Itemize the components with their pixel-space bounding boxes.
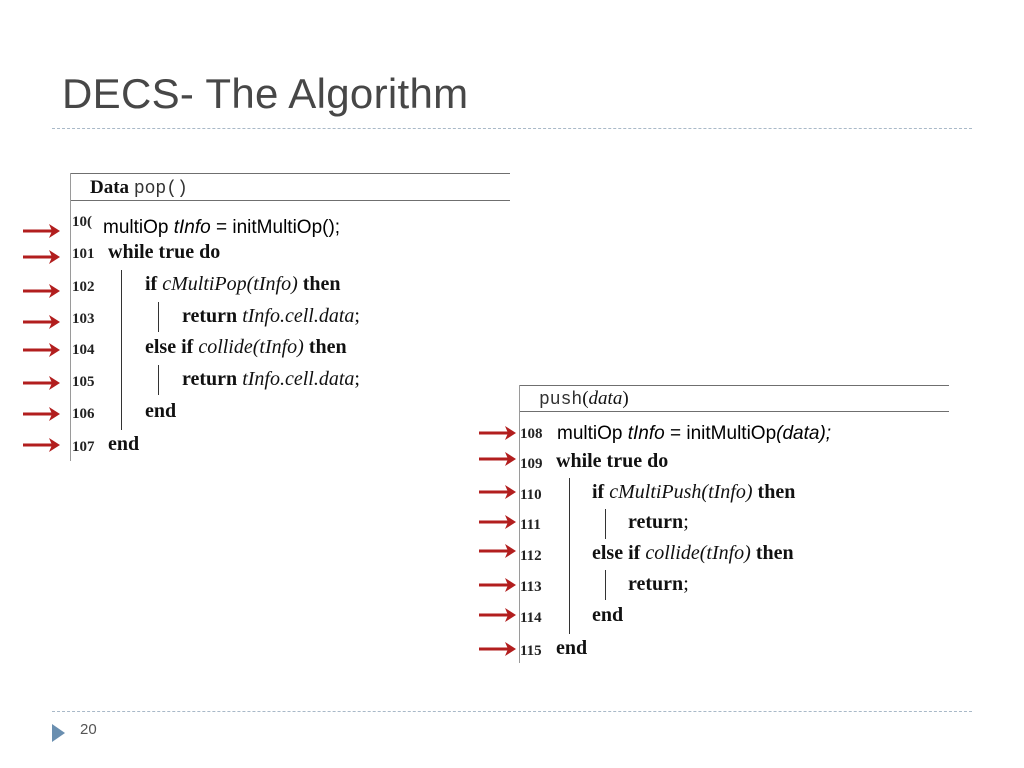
code-text: ; xyxy=(354,305,360,327)
indent-guide xyxy=(158,365,159,395)
indent-guide xyxy=(605,570,606,600)
indent-guide xyxy=(569,478,570,634)
push-header-arg: data xyxy=(588,388,623,409)
code-line-113 xyxy=(628,573,689,596)
code-keyword: while true do xyxy=(556,450,669,472)
push-header-function: push xyxy=(539,390,583,410)
code-line-109 xyxy=(556,450,668,473)
code-line-107 xyxy=(108,433,139,456)
code-text: ; xyxy=(683,511,689,533)
code-line-103 xyxy=(182,305,360,328)
indent-guide xyxy=(158,302,159,332)
line-number: 106 xyxy=(72,406,95,422)
pop-panel-left-border xyxy=(70,173,71,461)
slide-title: DECS- The Algorithm xyxy=(62,70,469,117)
line-number: 103 xyxy=(72,311,95,327)
line-number: 108 xyxy=(520,426,543,442)
code-line-110 xyxy=(592,481,795,504)
push-header xyxy=(539,388,629,410)
code-line-112 xyxy=(592,542,794,565)
code-italic: tInfo xyxy=(627,423,665,444)
code-text: ; xyxy=(683,573,689,595)
code-keyword: end xyxy=(556,637,588,659)
footer-divider xyxy=(52,711,972,712)
title-divider xyxy=(52,128,972,129)
line-number: 113 xyxy=(520,579,542,595)
right-arrow-icon xyxy=(478,513,518,531)
pop-header xyxy=(90,177,188,199)
code-italic: tInfo.cell.data xyxy=(242,368,355,390)
pop-header-keyword: Data xyxy=(90,177,130,198)
code-keyword: then xyxy=(752,481,796,503)
code-text: multiOp xyxy=(103,217,174,238)
code-keyword: return xyxy=(628,511,684,533)
code-line-105 xyxy=(182,368,360,391)
line-number: 107 xyxy=(72,439,95,455)
line-number: 109 xyxy=(520,456,543,472)
code-keyword: if xyxy=(145,273,163,295)
triangle-bullet-icon xyxy=(52,724,65,742)
right-arrow-icon xyxy=(478,450,518,468)
line-number: 114 xyxy=(520,610,542,626)
right-arrow-icon xyxy=(22,222,62,240)
line-number: 10( xyxy=(72,214,92,230)
code-line-102 xyxy=(145,273,341,296)
indent-guide xyxy=(605,509,606,539)
code-line-100 xyxy=(103,217,340,239)
right-arrow-icon xyxy=(22,436,62,454)
right-arrow-icon xyxy=(478,576,518,594)
code-keyword: return xyxy=(182,305,243,327)
code-italic: (data); xyxy=(776,423,832,444)
code-keyword: end xyxy=(592,604,624,626)
line-number: 105 xyxy=(72,374,95,390)
push-header-paren: ) xyxy=(622,388,629,409)
code-line-114 xyxy=(592,604,623,627)
code-italic: tInfo.cell.data xyxy=(242,305,355,327)
line-number: 102 xyxy=(72,279,95,295)
code-line-111 xyxy=(628,511,689,534)
line-number: 104 xyxy=(72,342,95,358)
right-arrow-icon xyxy=(478,483,518,501)
code-line-104 xyxy=(145,336,347,359)
right-arrow-icon xyxy=(22,341,62,359)
code-keyword: return xyxy=(182,368,243,390)
code-keyword: while true do xyxy=(108,241,221,263)
code-text: = initMultiOp xyxy=(664,423,777,444)
line-number: 110 xyxy=(520,487,542,503)
code-keyword: end xyxy=(145,400,177,422)
line-number: 101 xyxy=(72,246,95,262)
right-arrow-icon xyxy=(22,313,62,331)
code-keyword: end xyxy=(108,433,140,455)
code-keyword: then xyxy=(303,336,347,358)
right-arrow-icon xyxy=(478,606,518,624)
code-keyword: then xyxy=(297,273,341,295)
code-line-108 xyxy=(557,423,831,445)
right-arrow-icon xyxy=(22,405,62,423)
right-arrow-icon xyxy=(22,248,62,266)
push-header-top-rule xyxy=(519,385,949,386)
code-keyword: return xyxy=(628,573,684,595)
page-number: 20 xyxy=(80,721,97,738)
code-text: ; xyxy=(354,368,360,390)
code-text: = initMultiOp(); xyxy=(210,217,341,238)
code-italic: collide(tInfo) xyxy=(198,336,304,358)
code-keyword: else if xyxy=(145,336,199,358)
push-header-bottom-rule xyxy=(519,411,949,412)
code-line-106 xyxy=(145,400,176,423)
code-keyword: then xyxy=(750,542,794,564)
right-arrow-icon xyxy=(22,374,62,392)
code-keyword: else if xyxy=(592,542,646,564)
pop-header-bottom-rule xyxy=(70,200,510,201)
push-header-paren: ( xyxy=(582,388,589,409)
code-italic: cMultiPush(tInfo) xyxy=(609,481,753,503)
pop-header-function: pop() xyxy=(133,179,188,199)
code-italic: collide(tInfo) xyxy=(645,542,751,564)
code-line-115 xyxy=(556,637,587,660)
code-keyword: if xyxy=(592,481,610,503)
code-italic: cMultiPop(tInfo) xyxy=(162,273,298,295)
right-arrow-icon xyxy=(478,424,518,442)
right-arrow-icon xyxy=(478,542,518,560)
pop-header-top-rule xyxy=(70,173,510,174)
code-line-101 xyxy=(108,241,220,264)
code-italic: tInfo xyxy=(173,217,211,238)
indent-guide xyxy=(121,270,122,430)
line-number: 111 xyxy=(520,517,541,533)
code-text: multiOp xyxy=(557,423,628,444)
right-arrow-icon xyxy=(478,640,518,658)
line-number: 112 xyxy=(520,548,542,564)
line-number: 115 xyxy=(520,643,542,659)
right-arrow-icon xyxy=(22,282,62,300)
